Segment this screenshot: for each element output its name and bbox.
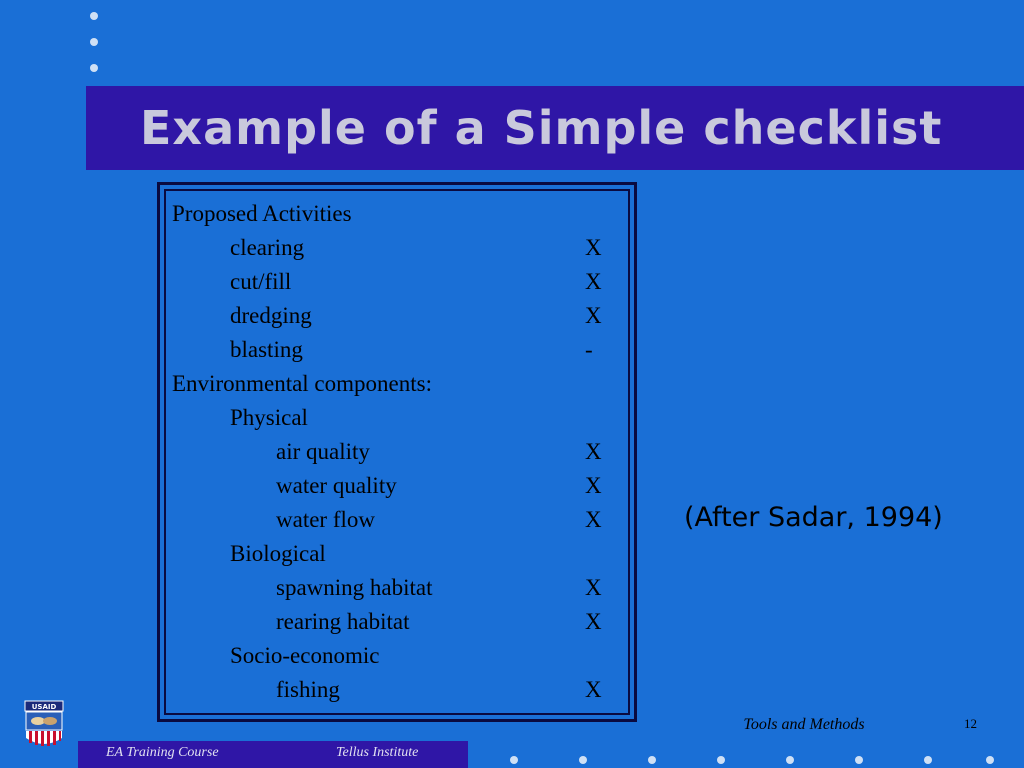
row-label: water quality [276,473,397,498]
row-label: Proposed Activities [172,201,352,226]
decor-dot [90,12,98,20]
footer-course: EA Training Course [106,745,219,760]
page-number: 12 [964,716,977,731]
decor-dot [648,756,656,764]
row-label: Biological [230,541,326,566]
logo-text: USAID [31,703,57,711]
row-mark: X [585,575,602,600]
row-mark: X [585,507,602,532]
row-label: cut/fill [230,269,292,294]
decor-dot [786,756,794,764]
row-label: water flow [276,507,375,532]
row-label: blasting [230,337,303,362]
row-mark: X [585,609,602,634]
decor-dot [855,756,863,764]
row-label: Physical [230,405,308,430]
checklist-inner-border [164,189,630,715]
row-mark: X [585,269,602,294]
citation: (After Sadar, 1994) [684,502,943,533]
row-label: clearing [230,235,305,260]
row-mark: X [585,439,602,464]
row-mark: X [585,677,602,702]
row-mark: - [585,337,593,362]
decor-dot [924,756,932,764]
footer-section-label: Tools and Methods [743,716,865,733]
checklist-box [157,182,637,722]
decor-dot [579,756,587,764]
row-mark: X [585,303,602,328]
decor-dot [90,64,98,72]
slide-title: Example of a Simple checklist [140,101,943,155]
row-mark: X [585,473,602,498]
row-label: air quality [276,439,370,464]
row-label: fishing [276,677,340,702]
footer-institute: Tellus Institute [336,745,419,760]
decor-dot [510,756,518,764]
decor-dot [717,756,725,764]
row-label: Socio-economic [230,643,380,668]
decor-dot [90,38,98,46]
row-mark: X [585,235,602,260]
usaid-logo-icon [24,700,64,750]
row-label: Environmental components: [172,371,432,396]
row-label: spawning habitat [276,575,433,600]
decor-dot [986,756,994,764]
row-label: dredging [230,303,312,328]
row-label: rearing habitat [276,609,410,634]
